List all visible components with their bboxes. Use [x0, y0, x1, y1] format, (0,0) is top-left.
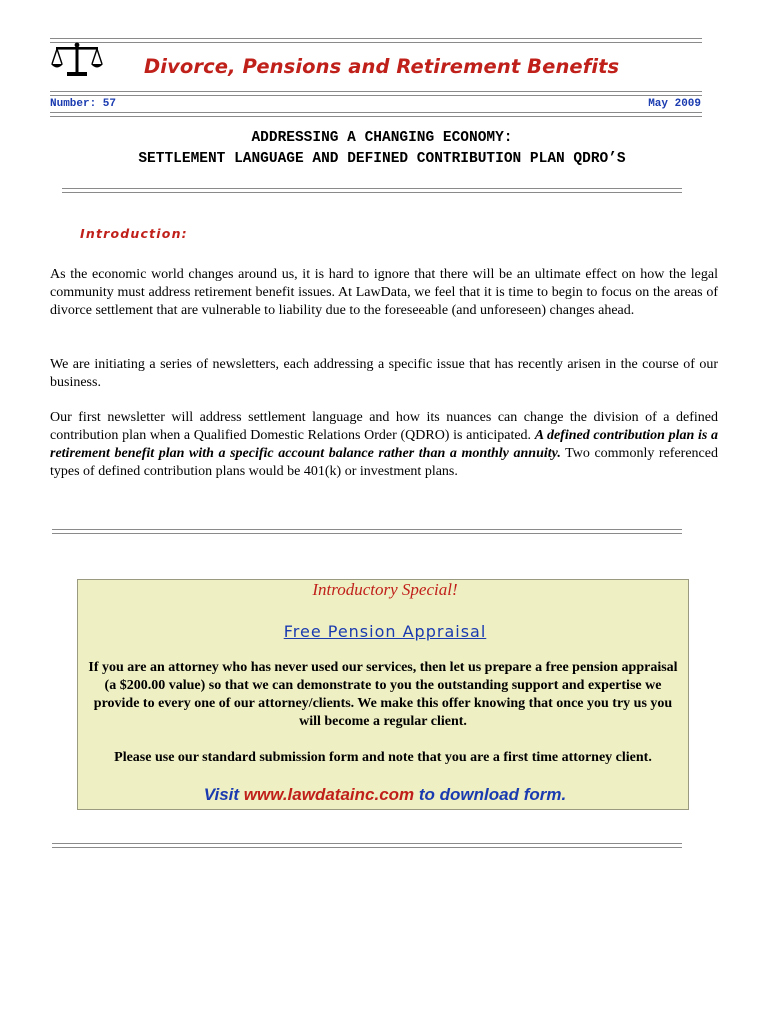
defined-contribution-definition: A defined contribution plan is a retirement benefit plan with a specific account balance rather than a monthly annuity. — [50, 428, 718, 461]
paragraph-3-text-a: Our first newsletter will address settlement language and how its nuances can change the division of a defined contribution plan when a Qualified Domestic Relations Order (QDRO) is anticipated. — [50, 410, 718, 443]
intro-paragraph-2: We are initiating a series of newsletters, each addressing a specific issue that has recently arisen in the course of our business. — [50, 357, 718, 390]
special-title: Introductory Special! — [312, 580, 458, 599]
masthead-bottom-rule — [50, 112, 702, 117]
article-headline — [50, 128, 714, 170]
headline-line-1: ADDRESSING A CHANGING ECONOMY: — [251, 130, 513, 146]
masthead-mid-rule — [50, 91, 702, 96]
footer-rule — [52, 843, 682, 848]
submission-form-note: Please use our standard submission form and note that you are a first time attorney client. — [114, 750, 652, 765]
website-link[interactable]: www.lawdatainc.com — [243, 785, 415, 804]
masthead-top-rule — [50, 38, 702, 43]
visit-label: Visit — [203, 785, 244, 804]
issue-date: May 2009 — [648, 98, 701, 110]
issue-number: Number: 57 — [50, 98, 117, 110]
introduction-heading: Introduction: — [80, 226, 188, 241]
paragraph-3-text-b: Two commonly referenced types of defined contribution plans would be 401(k) or investment plans. — [50, 446, 718, 479]
intro-paragraph-1: As the economic world changes around us, it is hard to ignore that there will be an ultimate effect on how the legal community must address retirement benefit issues. At LawData, we feel that it is time to begin to focus on the areas of divorce settlement that are vulnerable to liability due to the foreseeable (and unforeseen) changes ahead. — [50, 267, 718, 318]
headline-rule — [62, 188, 682, 193]
intro-paragraph-3 — [50, 409, 718, 481]
newsletter-title: Divorce, Pensions and Retirement Benefits — [144, 55, 620, 78]
section-rule — [52, 529, 682, 534]
special-offer-text: If you are an attorney who has never used our services, then let us prepare a free pension appraisal (a $200.00 value) so that we can demonstrate to you the outstanding support and expertise we provide to every one of our attorney/clients. We make this offer knowing that once you try us you will become a regular client. — [88, 660, 678, 729]
headline-line-2: SETTLEMENT LANGUAGE AND DEFINED CONTRIBUTION PLAN QDRO’S — [138, 151, 626, 167]
scales-of-justice-icon — [50, 42, 104, 78]
download-form-line — [0, 785, 770, 805]
free-pension-appraisal-heading: Free Pension Appraisal — [283, 622, 487, 641]
download-form-label: to download form. — [414, 785, 567, 804]
